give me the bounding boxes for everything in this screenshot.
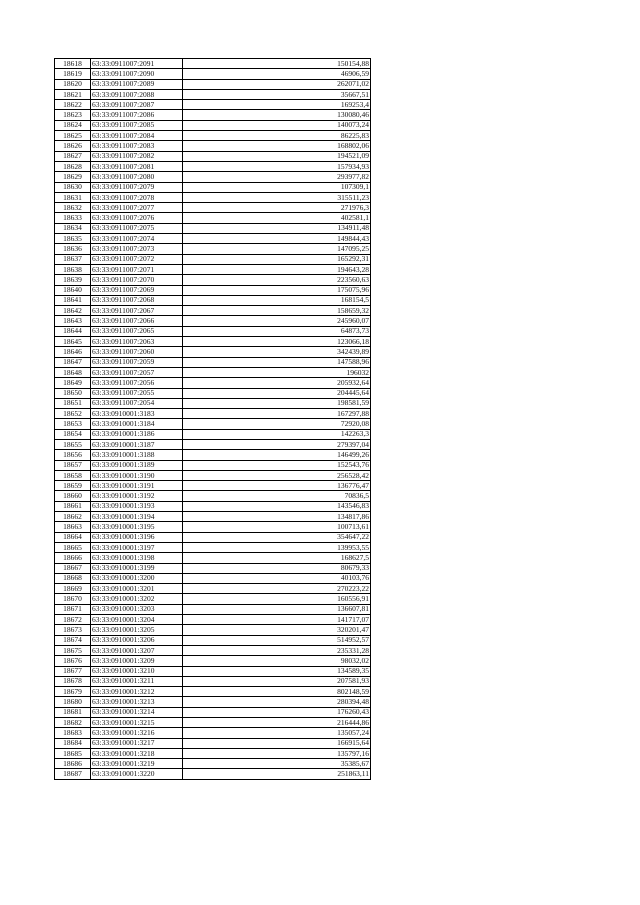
row-number-cell: 18686 (55, 759, 91, 769)
table-row (55, 409, 371, 419)
value-cell: 168154,5 (183, 295, 371, 305)
table-row (55, 110, 371, 120)
value-cell: 139953,55 (183, 542, 371, 552)
cadastral-number-cell: 63:33:0910001:3212 (91, 687, 183, 697)
table-row (55, 573, 371, 583)
row-number-cell: 18673 (55, 625, 91, 635)
value-cell: 143546,83 (183, 501, 371, 511)
value-cell: 279397,04 (183, 439, 371, 449)
cadastral-number-cell: 63:33:0911007:2075 (91, 223, 183, 233)
cadastral-number-cell: 63:33:0911007:2067 (91, 306, 183, 316)
value-cell: 136776,47 (183, 481, 371, 491)
cadastral-number-cell: 63:33:0910001:3219 (91, 759, 183, 769)
row-number-cell: 18665 (55, 542, 91, 552)
table-row (55, 244, 371, 254)
row-number-cell: 18624 (55, 120, 91, 130)
cadastral-number-cell: 63:33:0910001:3190 (91, 470, 183, 480)
row-number-cell: 18643 (55, 316, 91, 326)
cadastral-number-cell: 63:33:0910001:3187 (91, 439, 183, 449)
row-number-cell: 18642 (55, 306, 91, 316)
row-number-cell: 18683 (55, 728, 91, 738)
row-number-cell: 18656 (55, 450, 91, 460)
row-number-cell: 18636 (55, 244, 91, 254)
value-cell: 168802,06 (183, 141, 371, 151)
row-number-cell: 18620 (55, 79, 91, 89)
row-number-cell: 18669 (55, 584, 91, 594)
cadastral-number-cell: 63:33:0910001:3200 (91, 573, 183, 583)
cadastral-number-cell: 63:33:0910001:3213 (91, 697, 183, 707)
value-cell: 169253,4 (183, 100, 371, 110)
value-cell: 123066,18 (183, 337, 371, 347)
value-cell: 802148,59 (183, 687, 371, 697)
row-number-cell: 18680 (55, 697, 91, 707)
value-cell: 198581,59 (183, 398, 371, 408)
cadastral-number-cell: 63:33:0910001:3203 (91, 604, 183, 614)
value-cell: 216444,86 (183, 718, 371, 728)
cadastral-number-cell: 63:33:0911007:2069 (91, 285, 183, 295)
table-row (55, 223, 371, 233)
row-number-cell: 18637 (55, 254, 91, 264)
cadastral-number-cell: 63:33:0911007:2073 (91, 244, 183, 254)
cadastral-number-cell: 63:33:0911007:2063 (91, 337, 183, 347)
value-cell: 262071,02 (183, 79, 371, 89)
cadastral-number-cell: 63:33:0911007:2066 (91, 316, 183, 326)
cadastral-number-cell: 63:33:0910001:3191 (91, 481, 183, 491)
table-row (55, 326, 371, 336)
table-row (55, 718, 371, 728)
row-number-cell: 18634 (55, 223, 91, 233)
table-row (55, 161, 371, 171)
value-cell: 70836,5 (183, 491, 371, 501)
cadastral-number-cell: 63:33:0911007:2087 (91, 100, 183, 110)
value-cell: 167297,88 (183, 409, 371, 419)
value-cell: 136607,81 (183, 604, 371, 614)
cadastral-number-cell: 63:33:0911007:2081 (91, 161, 183, 171)
row-number-cell: 18619 (55, 69, 91, 79)
cadastral-number-cell: 63:33:0910001:3189 (91, 460, 183, 470)
value-cell: 194643,28 (183, 264, 371, 274)
table-row (55, 676, 371, 686)
value-cell: 514952,57 (183, 635, 371, 645)
value-cell: 146499,26 (183, 450, 371, 460)
table-row (55, 285, 371, 295)
table-row (55, 203, 371, 213)
row-number-cell: 18622 (55, 100, 91, 110)
cadastral-number-cell: 63:33:0911007:2057 (91, 367, 183, 377)
cadastral-number-cell: 63:33:0911007:2090 (91, 69, 183, 79)
row-number-cell: 18626 (55, 141, 91, 151)
value-cell: 135057,24 (183, 728, 371, 738)
value-cell: 354647,22 (183, 532, 371, 542)
table-row (55, 707, 371, 717)
table-row (55, 584, 371, 594)
row-number-cell: 18646 (55, 347, 91, 357)
row-number-cell: 18655 (55, 439, 91, 449)
table-row (55, 625, 371, 635)
cadastral-number-cell: 63:33:0910001:3199 (91, 563, 183, 573)
table-row (55, 666, 371, 676)
value-cell: 134817,86 (183, 512, 371, 522)
row-number-cell: 18649 (55, 378, 91, 388)
table-row (55, 316, 371, 326)
row-number-cell: 18653 (55, 419, 91, 429)
row-number-cell: 18674 (55, 635, 91, 645)
row-number-cell: 18671 (55, 604, 91, 614)
row-number-cell: 18672 (55, 615, 91, 625)
value-cell: 147095,25 (183, 244, 371, 254)
value-cell: 46906,59 (183, 69, 371, 79)
cadastral-number-cell: 63:33:0910001:3186 (91, 429, 183, 439)
value-cell: 40103,76 (183, 573, 371, 583)
table-row (55, 501, 371, 511)
table-row (55, 697, 371, 707)
table-row (55, 553, 371, 563)
cadastral-number-cell: 63:33:0910001:3206 (91, 635, 183, 645)
table-row (55, 481, 371, 491)
value-cell: 98032,02 (183, 656, 371, 666)
row-number-cell: 18679 (55, 687, 91, 697)
cadastral-number-cell: 63:33:0910001:3183 (91, 409, 183, 419)
cadastral-number-cell: 63:33:0910001:3198 (91, 553, 183, 563)
table-row (55, 460, 371, 470)
row-number-cell: 18687 (55, 769, 91, 779)
cadastral-number-cell: 63:33:0911007:2054 (91, 398, 183, 408)
cadastral-number-cell: 63:33:0910001:3205 (91, 625, 183, 635)
row-number-cell: 18675 (55, 645, 91, 655)
table-row (55, 450, 371, 460)
row-number-cell: 18654 (55, 429, 91, 439)
cadastral-number-cell: 63:33:0911007:2070 (91, 275, 183, 285)
table-row (55, 532, 371, 542)
row-number-cell: 18618 (55, 59, 91, 69)
table-row (55, 234, 371, 244)
table-row (55, 182, 371, 192)
row-number-cell: 18651 (55, 398, 91, 408)
cadastral-number-cell: 63:33:0911007:2085 (91, 120, 183, 130)
value-cell: 235331,28 (183, 645, 371, 655)
row-number-cell: 18660 (55, 491, 91, 501)
value-cell: 194521,09 (183, 151, 371, 161)
cadastral-number-cell: 63:33:0910001:3207 (91, 645, 183, 655)
row-number-cell: 18645 (55, 337, 91, 347)
value-cell: 150154,88 (183, 59, 371, 69)
table-row (55, 439, 371, 449)
value-cell: 176260,43 (183, 707, 371, 717)
table-row (55, 769, 371, 779)
cadastral-number-cell: 63:33:0911007:2088 (91, 89, 183, 99)
cadastral-number-cell: 63:33:0911007:2072 (91, 254, 183, 264)
value-cell: 280394,48 (183, 697, 371, 707)
row-number-cell: 18682 (55, 718, 91, 728)
table-row (55, 635, 371, 645)
table-row (55, 687, 371, 697)
row-number-cell: 18632 (55, 203, 91, 213)
value-cell: 130080,46 (183, 110, 371, 120)
table-row (55, 141, 371, 151)
table-row (55, 275, 371, 285)
value-cell: 107309,1 (183, 182, 371, 192)
table-row (55, 522, 371, 532)
row-number-cell: 18631 (55, 192, 91, 202)
row-number-cell: 18628 (55, 161, 91, 171)
row-number-cell: 18640 (55, 285, 91, 295)
cadastral-number-cell: 63:33:0910001:3209 (91, 656, 183, 666)
row-number-cell: 18635 (55, 234, 91, 244)
table-row (55, 192, 371, 202)
cadastral-number-cell: 63:33:0911007:2082 (91, 151, 183, 161)
table-row (55, 357, 371, 367)
value-cell: 402581,1 (183, 213, 371, 223)
table-row (55, 542, 371, 552)
table-row (55, 615, 371, 625)
cadastral-number-cell: 63:33:0910001:3204 (91, 615, 183, 625)
value-cell: 166915,64 (183, 738, 371, 748)
value-cell: 149844,43 (183, 234, 371, 244)
value-cell: 204445,64 (183, 388, 371, 398)
cadastral-number-cell: 63:33:0910001:3218 (91, 748, 183, 758)
value-cell: 251863,11 (183, 769, 371, 779)
table-row (55, 172, 371, 182)
table-row (55, 378, 371, 388)
cadastral-number-cell: 63:33:0910001:3211 (91, 676, 183, 686)
table-row (55, 337, 371, 347)
cadastral-number-cell: 63:33:0910001:3214 (91, 707, 183, 717)
cadastral-number-cell: 63:33:0910001:3215 (91, 718, 183, 728)
row-number-cell: 18641 (55, 295, 91, 305)
cadastral-number-cell: 63:33:0911007:2060 (91, 347, 183, 357)
table-row (55, 264, 371, 274)
value-cell: 207581,93 (183, 676, 371, 686)
value-cell: 80679,33 (183, 563, 371, 573)
row-number-cell: 18659 (55, 481, 91, 491)
row-number-cell: 18667 (55, 563, 91, 573)
cadastral-number-cell: 63:33:0911007:2076 (91, 213, 183, 223)
table-row (55, 59, 371, 69)
table-row (55, 254, 371, 264)
cadastral-number-cell: 63:33:0911007:2084 (91, 131, 183, 141)
cadastral-number-cell: 63:33:0911007:2059 (91, 357, 183, 367)
value-cell: 168627,5 (183, 553, 371, 563)
table-row (55, 728, 371, 738)
row-number-cell: 18647 (55, 357, 91, 367)
cadastral-number-cell: 63:33:0911007:2077 (91, 203, 183, 213)
value-cell: 342439,89 (183, 347, 371, 357)
table-row (55, 759, 371, 769)
value-cell: 134911,48 (183, 223, 371, 233)
row-number-cell: 18670 (55, 594, 91, 604)
value-cell: 72920,08 (183, 419, 371, 429)
value-cell: 270223,22 (183, 584, 371, 594)
row-number-cell: 18658 (55, 470, 91, 480)
cadastral-number-cell: 63:33:0910001:3192 (91, 491, 183, 501)
cadastral-number-cell: 63:33:0911007:2083 (91, 141, 183, 151)
cadastral-number-cell: 63:33:0911007:2091 (91, 59, 183, 69)
row-number-cell: 18684 (55, 738, 91, 748)
row-number-cell: 18629 (55, 172, 91, 182)
table-row (55, 388, 371, 398)
table-row (55, 367, 371, 377)
value-cell: 157934,93 (183, 161, 371, 171)
data-table (54, 58, 371, 780)
row-number-cell: 18676 (55, 656, 91, 666)
value-cell: 223560,63 (183, 275, 371, 285)
cadastral-number-cell: 63:33:0911007:2086 (91, 110, 183, 120)
row-number-cell: 18625 (55, 131, 91, 141)
table-row (55, 213, 371, 223)
value-cell: 35667,51 (183, 89, 371, 99)
value-cell: 315511,23 (183, 192, 371, 202)
row-number-cell: 18685 (55, 748, 91, 758)
value-cell: 175075,96 (183, 285, 371, 295)
value-cell: 256528,42 (183, 470, 371, 480)
cadastral-number-cell: 63:33:0910001:3210 (91, 666, 183, 676)
cadastral-number-cell: 63:33:0910001:3193 (91, 501, 183, 511)
table-row (55, 131, 371, 141)
row-number-cell: 18668 (55, 573, 91, 583)
table-row (55, 419, 371, 429)
row-number-cell: 18661 (55, 501, 91, 511)
row-number-cell: 18662 (55, 512, 91, 522)
value-cell: 160556,91 (183, 594, 371, 604)
value-cell: 147588,96 (183, 357, 371, 367)
table-row (55, 398, 371, 408)
table-row (55, 512, 371, 522)
table-body (55, 59, 371, 780)
table-row (55, 347, 371, 357)
table-row (55, 69, 371, 79)
row-number-cell: 18677 (55, 666, 91, 676)
cadastral-number-cell: 63:33:0910001:3202 (91, 594, 183, 604)
cadastral-number-cell: 63:33:0910001:3201 (91, 584, 183, 594)
cadastral-number-cell: 63:33:0910001:3184 (91, 419, 183, 429)
value-cell: 245960,07 (183, 316, 371, 326)
cadastral-number-cell: 63:33:0910001:3194 (91, 512, 183, 522)
value-cell: 271976,3 (183, 203, 371, 213)
value-cell: 320201,47 (183, 625, 371, 635)
row-number-cell: 18666 (55, 553, 91, 563)
table-row (55, 645, 371, 655)
value-cell: 196032 (183, 367, 371, 377)
value-cell: 141717,07 (183, 615, 371, 625)
cadastral-number-cell: 63:33:0910001:3220 (91, 769, 183, 779)
value-cell: 64873,73 (183, 326, 371, 336)
table-row (55, 470, 371, 480)
cadastral-number-cell: 63:33:0911007:2055 (91, 388, 183, 398)
cadastral-number-cell: 63:33:0911007:2078 (91, 192, 183, 202)
value-cell: 293977,82 (183, 172, 371, 182)
cadastral-number-cell: 63:33:0911007:2080 (91, 172, 183, 182)
row-number-cell: 18639 (55, 275, 91, 285)
cadastral-number-cell: 63:33:0910001:3188 (91, 450, 183, 460)
cadastral-number-cell: 63:33:0910001:3217 (91, 738, 183, 748)
value-cell: 86225,83 (183, 131, 371, 141)
row-number-cell: 18657 (55, 460, 91, 470)
table-row (55, 491, 371, 501)
table-row (55, 563, 371, 573)
table-row (55, 604, 371, 614)
value-cell: 152543,76 (183, 460, 371, 470)
cadastral-number-cell: 63:33:0910001:3197 (91, 542, 183, 552)
row-number-cell: 18650 (55, 388, 91, 398)
row-number-cell: 18652 (55, 409, 91, 419)
cadastral-number-cell: 63:33:0910001:3216 (91, 728, 183, 738)
value-cell: 35385,67 (183, 759, 371, 769)
row-number-cell: 18627 (55, 151, 91, 161)
table-row (55, 89, 371, 99)
cadastral-number-cell: 63:33:0911007:2079 (91, 182, 183, 192)
cadastral-number-cell: 63:33:0910001:3195 (91, 522, 183, 532)
cadastral-number-cell: 63:33:0911007:2071 (91, 264, 183, 274)
row-number-cell: 18621 (55, 89, 91, 99)
row-number-cell: 18681 (55, 707, 91, 717)
table-row (55, 748, 371, 758)
value-cell: 134589,35 (183, 666, 371, 676)
row-number-cell: 18623 (55, 110, 91, 120)
table-row (55, 295, 371, 305)
value-cell: 158659,32 (183, 306, 371, 316)
table-row (55, 429, 371, 439)
cadastral-number-cell: 63:33:0910001:3196 (91, 532, 183, 542)
table-row (55, 151, 371, 161)
row-number-cell: 18633 (55, 213, 91, 223)
table-row (55, 594, 371, 604)
table-row (55, 79, 371, 89)
row-number-cell: 18638 (55, 264, 91, 274)
cadastral-number-cell: 63:33:0911007:2068 (91, 295, 183, 305)
value-cell: 142263,3 (183, 429, 371, 439)
table-row (55, 306, 371, 316)
table-row (55, 120, 371, 130)
row-number-cell: 18644 (55, 326, 91, 336)
cadastral-number-cell: 63:33:0911007:2089 (91, 79, 183, 89)
cadastral-number-cell: 63:33:0911007:2074 (91, 234, 183, 244)
row-number-cell: 18648 (55, 367, 91, 377)
table-row (55, 656, 371, 666)
value-cell: 140073,24 (183, 120, 371, 130)
row-number-cell: 18663 (55, 522, 91, 532)
value-cell: 100713,61 (183, 522, 371, 532)
value-cell: 165292,31 (183, 254, 371, 264)
table-row (55, 738, 371, 748)
row-number-cell: 18630 (55, 182, 91, 192)
row-number-cell: 18664 (55, 532, 91, 542)
table-row (55, 100, 371, 110)
row-number-cell: 18678 (55, 676, 91, 686)
cadastral-number-cell: 63:33:0911007:2056 (91, 378, 183, 388)
value-cell: 135797,16 (183, 748, 371, 758)
value-cell: 205932,64 (183, 378, 371, 388)
cadastral-number-cell: 63:33:0911007:2065 (91, 326, 183, 336)
